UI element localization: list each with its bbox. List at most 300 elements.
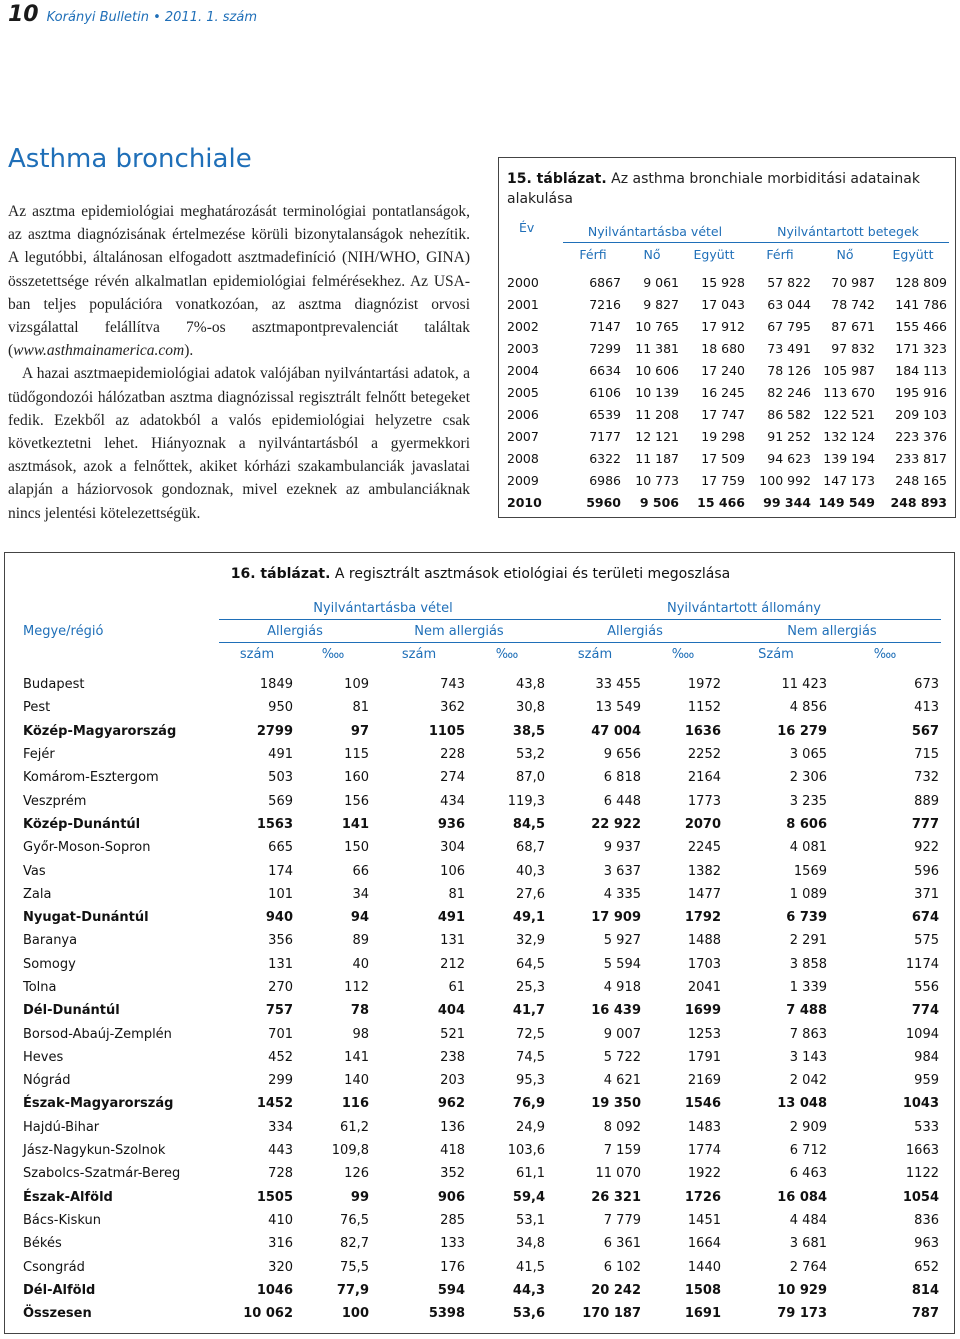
- value-cell: 40,3: [516, 863, 545, 879]
- year-cell: 2006: [507, 406, 539, 422]
- value-cell: 418: [440, 1143, 465, 1159]
- page-number: 10: [8, 2, 39, 27]
- value-cell: 1773: [687, 793, 721, 809]
- value-cell: 94: [350, 910, 369, 926]
- value-cell: 270: [268, 980, 293, 995]
- value-cell: 11 187: [635, 450, 679, 466]
- region-name-cell: Hajdú-Bihar: [23, 1119, 100, 1135]
- value-cell: 131: [268, 956, 293, 972]
- region-name-cell: Baranya: [23, 933, 78, 949]
- value-cell: 16 084: [777, 1189, 827, 1205]
- value-cell: 1382: [687, 863, 721, 879]
- value-cell: 82 246: [767, 384, 811, 400]
- sub-header-cell: Allergiás: [547, 620, 723, 643]
- value-cell: 1508: [684, 1282, 721, 1298]
- value-cell: 136: [440, 1119, 465, 1135]
- value-cell: 787: [911, 1306, 939, 1322]
- table-row: [503, 447, 949, 469]
- value-cell: 352: [440, 1166, 465, 1182]
- value-cell: 112: [344, 980, 369, 995]
- region-name-cell: Dél-Alföld: [23, 1282, 96, 1298]
- value-cell: 5398: [428, 1306, 465, 1322]
- sub-header-cell: Együtt: [693, 246, 735, 262]
- value-cell: 3 858: [789, 956, 827, 972]
- value-cell: 13 048: [777, 1096, 827, 1112]
- value-cell: 76,9: [512, 1096, 545, 1112]
- unit-header-cell: szám: [577, 646, 613, 662]
- table-row: [503, 469, 949, 491]
- value-cell: 30,8: [516, 700, 545, 716]
- value-cell: 15 928: [701, 274, 745, 290]
- value-cell: 43,8: [516, 677, 545, 693]
- value-cell: 41,5: [516, 1259, 545, 1275]
- year-cell: 2008: [507, 450, 539, 466]
- value-cell: 61,1: [516, 1166, 545, 1182]
- value-cell: 15 466: [697, 494, 745, 510]
- value-cell: 1451: [687, 1212, 721, 1228]
- value-cell: 139 194: [823, 450, 875, 466]
- table-row: [19, 743, 941, 766]
- value-cell: 76,5: [340, 1212, 369, 1228]
- region-name-cell: Vas: [23, 863, 46, 879]
- value-cell: 34,8: [516, 1236, 545, 1252]
- value-cell: 940: [265, 910, 293, 926]
- value-cell: 1791: [687, 1049, 721, 1065]
- value-cell: 1483: [687, 1119, 721, 1135]
- region-name-cell: Veszprém: [23, 793, 87, 809]
- value-cell: 4 335: [603, 886, 641, 902]
- value-cell: 1922: [687, 1166, 721, 1182]
- journal-title: Korányi Bulletin • 2011. 1. szám: [46, 10, 257, 25]
- table-row: [19, 883, 941, 906]
- value-cell: 9 007: [603, 1026, 641, 1042]
- sub-header-cell: Nem allergiás: [723, 620, 941, 643]
- value-cell: 7 863: [789, 1026, 827, 1042]
- value-cell: 86 582: [767, 406, 811, 422]
- value-cell: 1664: [687, 1236, 721, 1252]
- year-cell: 2010: [507, 494, 542, 510]
- region-name-cell: Közép-Magyarország: [23, 723, 177, 739]
- unit-header-cell: ‱: [495, 646, 519, 662]
- value-cell: 17 912: [701, 318, 745, 334]
- group-header-registration: Nyilvántartásba vétel: [563, 220, 747, 243]
- value-cell: 3 235: [789, 793, 827, 809]
- table-row: [19, 720, 941, 743]
- table-row: [19, 766, 941, 789]
- value-cell: 99 344: [763, 494, 811, 510]
- value-cell: 7 488: [786, 1003, 827, 1019]
- region-name-cell: Somogy: [23, 956, 76, 972]
- value-cell: 777: [911, 816, 939, 832]
- value-cell: 73 491: [767, 340, 811, 356]
- value-cell: 6 818: [603, 770, 641, 786]
- page-header: [8, 2, 257, 26]
- value-cell: 7177: [589, 428, 621, 444]
- value-cell: 569: [268, 793, 293, 809]
- value-cell: 94 623: [767, 450, 811, 466]
- year-cell: 2000: [507, 274, 539, 290]
- value-cell: 1569: [793, 863, 827, 879]
- table-row: [503, 293, 949, 315]
- region-name-cell: Komárom-Esztergom: [23, 770, 159, 786]
- value-cell: 49,1: [512, 910, 545, 926]
- region-name-cell: Fejér: [23, 747, 55, 763]
- value-cell: 17 909: [591, 910, 641, 926]
- value-cell: 61: [448, 980, 465, 995]
- value-cell: 97 832: [831, 340, 875, 356]
- value-cell: 10 139: [635, 384, 679, 400]
- value-cell: 8 606: [786, 816, 827, 832]
- value-cell: 238: [440, 1049, 465, 1065]
- value-cell: 274: [440, 770, 465, 786]
- value-cell: 78: [350, 1003, 369, 1019]
- table-row: [19, 859, 941, 882]
- value-cell: 665: [268, 840, 293, 856]
- value-cell: 413: [914, 700, 939, 716]
- value-cell: 4 484: [789, 1212, 827, 1228]
- table-16-caption: 16. táblázat. A regisztrált asztmások etiológiai és területi megoszlása: [230, 566, 731, 582]
- value-cell: 150: [344, 840, 369, 856]
- value-cell: 97: [350, 723, 369, 739]
- table-row: [19, 1162, 941, 1185]
- value-cell: 228: [440, 747, 465, 763]
- value-cell: 70 987: [831, 274, 875, 290]
- value-cell: 410: [268, 1212, 293, 1228]
- value-cell: 8 092: [603, 1119, 641, 1135]
- value-cell: 100 992: [759, 472, 811, 488]
- value-cell: 67 795: [767, 318, 811, 334]
- value-cell: 16 439: [591, 1003, 641, 1019]
- region-name-cell: Összesen: [23, 1306, 92, 1322]
- value-cell: 556: [914, 980, 939, 995]
- table-16: [19, 597, 941, 1325]
- value-cell: 223 376: [895, 428, 947, 444]
- value-cell: 2164: [687, 770, 721, 786]
- value-cell: 131: [440, 933, 465, 949]
- table-row: [19, 836, 941, 859]
- value-cell: 91 252: [767, 428, 811, 444]
- value-cell: 9 061: [643, 274, 679, 290]
- value-cell: 11 070: [595, 1166, 641, 1182]
- table-row: [19, 929, 941, 952]
- region-name-cell: Szabolcs-Szatmár-Bereg: [23, 1166, 181, 1182]
- paragraph-1: Az asztma epidemiológiai meghatározását terminológiai pontatlanságok, az asztma diagnózisának értelmezése körüli bizonytalanságok nehezítik. A legutóbbi, általánosan elfogadott asztmadefiníció (NIH/WHO, GINA) összetettsége révén alkalmatlan epidemiológiai felmérésekhez. Az USA-ban teljes populációra vonatkozóan, az asztma diagnózist orvosi vizsgálattal felállítva 7%-os asztmapontprevalenciát találtak (www.asthmainamerica.com).: [8, 203, 470, 360]
- value-cell: 17 759: [701, 472, 745, 488]
- value-cell: 141: [344, 1049, 369, 1065]
- region-header: Megye/régió: [23, 623, 104, 639]
- value-cell: 1094: [905, 1026, 939, 1042]
- value-cell: 5 594: [603, 956, 641, 972]
- value-cell: 53,2: [516, 747, 545, 763]
- table-row: [503, 425, 949, 447]
- value-cell: 174: [268, 863, 293, 879]
- value-cell: 13 549: [595, 700, 641, 716]
- value-cell: 3 637: [603, 863, 641, 879]
- value-cell: 1 339: [789, 980, 827, 995]
- value-cell: 87,0: [516, 770, 545, 786]
- year-cell: 2001: [507, 296, 539, 312]
- paragraph-2: A hazai asztmaepidemiológiai adatok valójában nyilvántartási adatok, a tüdőgondozói hálózatban asztma diagnózissal regisztrált felnőtt betegeket fedik. Ezekből az adatokból a valós epidemiológiai helyzetre csak következtetni lehet. Hiányoznak a nyilvántartásból a gyermekkori asztmások, azok a felnőttek, akiket kórházi szakambulanciák javaslatai alapján a háziorvosok gondoznak, mivel ezeknek az ambulanciáknak nincs jelentési kötelezettségük.: [8, 365, 470, 522]
- value-cell: 2252: [687, 747, 721, 763]
- value-cell: 906: [437, 1189, 465, 1205]
- value-cell: 170 187: [582, 1306, 641, 1322]
- value-cell: 1849: [259, 677, 293, 693]
- region-name-cell: Békés: [23, 1236, 62, 1252]
- value-cell: 116: [341, 1096, 369, 1112]
- region-name-cell: Pest: [23, 700, 51, 716]
- value-cell: 1488: [687, 933, 721, 949]
- table-row: [19, 813, 941, 836]
- sub-header-cell: Együtt: [892, 246, 934, 262]
- value-cell: 1043: [902, 1096, 939, 1112]
- value-cell: 362: [440, 700, 465, 716]
- sub-header-cell: Allergiás: [219, 620, 371, 643]
- value-cell: 1452: [256, 1096, 293, 1112]
- value-cell: 78 126: [767, 362, 811, 378]
- value-cell: 105 987: [823, 362, 875, 378]
- value-cell: 1699: [684, 1003, 721, 1019]
- value-cell: 17 509: [701, 450, 745, 466]
- value-cell: 1122: [905, 1166, 939, 1182]
- value-cell: 320: [268, 1259, 293, 1275]
- unit-header-cell: szám: [239, 646, 275, 662]
- table-row: [19, 953, 941, 976]
- value-cell: 155 466: [895, 318, 947, 334]
- region-name-cell: Győr-Moson-Sopron: [23, 840, 151, 856]
- value-cell: 6 102: [603, 1259, 641, 1275]
- value-cell: 443: [268, 1143, 293, 1159]
- unit-header-cell: ‱: [321, 646, 345, 662]
- value-cell: 757: [265, 1003, 293, 1019]
- region-name-cell: Észak-Magyarország: [23, 1096, 174, 1112]
- value-cell: 72,5: [516, 1026, 545, 1042]
- region-name-cell: Észak-Alföld: [23, 1189, 113, 1205]
- table-row: [19, 789, 941, 812]
- value-cell: 5 927: [603, 933, 641, 949]
- value-cell: 140: [344, 1073, 369, 1089]
- value-cell: 77,9: [336, 1282, 369, 1298]
- value-cell: 209 103: [895, 406, 947, 422]
- value-cell: 17 043: [701, 296, 745, 312]
- region-name-cell: Borsod-Abaúj-Zemplén: [23, 1026, 172, 1042]
- year-cell: 2009: [507, 472, 539, 488]
- value-cell: 434: [440, 793, 465, 809]
- value-cell: 4 081: [789, 840, 827, 856]
- value-cell: 2 764: [789, 1259, 827, 1275]
- value-cell: 101: [268, 886, 293, 902]
- value-cell: 371: [914, 886, 939, 902]
- table-16-body: [19, 665, 941, 1325]
- value-cell: 95,3: [516, 1073, 545, 1089]
- sub-header-cell: Férfi: [579, 246, 607, 262]
- value-cell: 57 822: [767, 274, 811, 290]
- value-cell: 17 240: [701, 362, 745, 378]
- table-row: [19, 976, 941, 999]
- table-row: [19, 1279, 941, 1302]
- value-cell: 5960: [586, 494, 621, 510]
- year-header: Év: [519, 220, 535, 235]
- value-cell: 84,5: [512, 816, 545, 832]
- year-cell: 2004: [507, 362, 539, 378]
- value-cell: 7216: [589, 296, 621, 312]
- value-cell: 66: [352, 863, 369, 879]
- value-cell: 984: [914, 1049, 939, 1065]
- value-cell: 7 779: [603, 1212, 641, 1228]
- value-cell: 6 712: [789, 1143, 827, 1159]
- value-cell: 1792: [684, 910, 721, 926]
- value-cell: 959: [914, 1073, 939, 1089]
- region-name-cell: Nógrád: [23, 1073, 71, 1089]
- value-cell: 113 670: [823, 384, 875, 400]
- value-cell: 1663: [905, 1143, 939, 1159]
- sub-header-cell: Férfi: [766, 246, 794, 262]
- value-cell: 1477: [687, 886, 721, 902]
- value-cell: 11 423: [781, 677, 827, 693]
- value-cell: 10 062: [243, 1306, 293, 1322]
- article-body: [8, 200, 470, 525]
- value-cell: 521: [440, 1026, 465, 1042]
- value-cell: 20 242: [591, 1282, 641, 1298]
- value-cell: 53,1: [516, 1212, 545, 1228]
- value-cell: 1546: [684, 1096, 721, 1112]
- region-name-cell: Zala: [23, 886, 52, 902]
- region-name-cell: Jász-Nagykun-Szolnok: [23, 1143, 166, 1159]
- value-cell: 1563: [256, 816, 293, 832]
- value-cell: 701: [268, 1026, 293, 1042]
- value-cell: 74,5: [516, 1049, 545, 1065]
- year-cell: 2003: [507, 340, 539, 356]
- value-cell: 149 549: [818, 494, 875, 510]
- value-cell: 1440: [687, 1259, 721, 1275]
- region-name-cell: Dél-Dunántúl: [23, 1003, 120, 1019]
- value-cell: 79 173: [777, 1306, 827, 1322]
- value-cell: 75,5: [340, 1259, 369, 1275]
- value-cell: 1253: [687, 1026, 721, 1042]
- value-cell: 68,7: [516, 840, 545, 856]
- value-cell: 248 165: [895, 472, 947, 488]
- value-cell: 203: [440, 1073, 465, 1089]
- value-cell: 1636: [684, 723, 721, 739]
- value-cell: 115: [344, 747, 369, 763]
- table-row: [503, 337, 949, 359]
- table-row: [503, 403, 949, 425]
- table-row: [503, 315, 949, 337]
- value-cell: 6634: [589, 362, 621, 378]
- table-15-caption: 15. táblázat. Az asthma bronchiale morbiditási adatainak alakulása: [507, 171, 920, 207]
- value-cell: 32,9: [516, 933, 545, 949]
- value-cell: 7 159: [603, 1143, 641, 1159]
- value-cell: 126: [344, 1166, 369, 1182]
- table-row: [503, 359, 949, 381]
- value-cell: 59,4: [512, 1189, 545, 1205]
- table-row: [19, 1302, 941, 1325]
- table-row: [19, 1209, 941, 1232]
- value-cell: 836: [914, 1212, 939, 1228]
- value-cell: 38,5: [512, 723, 545, 739]
- value-cell: 44,3: [512, 1282, 545, 1298]
- value-cell: 774: [911, 1003, 939, 1019]
- value-cell: 19 350: [591, 1096, 641, 1112]
- value-cell: 18 680: [701, 340, 745, 356]
- value-cell: 10 773: [635, 472, 679, 488]
- sub-header-cell: Nem allergiás: [371, 620, 547, 643]
- value-cell: 12 121: [635, 428, 679, 444]
- value-cell: 1174: [905, 956, 939, 972]
- value-cell: 6986: [589, 472, 621, 488]
- value-cell: 674: [911, 910, 939, 926]
- table-row: [19, 1022, 941, 1045]
- region-name-cell: Nyugat-Dunántúl: [23, 910, 149, 926]
- value-cell: 81: [352, 700, 369, 716]
- value-cell: 82,7: [340, 1236, 369, 1252]
- table-15: [503, 220, 949, 513]
- value-cell: 732: [914, 770, 939, 786]
- value-cell: 356: [268, 933, 293, 949]
- value-cell: 25,3: [516, 980, 545, 995]
- table-16-box: [4, 552, 955, 1334]
- value-cell: 17 747: [701, 406, 745, 422]
- value-cell: 24,9: [516, 1119, 545, 1135]
- value-cell: 1152: [687, 700, 721, 716]
- value-cell: 2041: [687, 980, 721, 995]
- value-cell: 98: [352, 1026, 369, 1042]
- value-cell: 2 291: [789, 933, 827, 949]
- value-cell: 119,3: [507, 793, 545, 809]
- value-cell: 27,6: [516, 886, 545, 902]
- value-cell: 233 817: [895, 450, 947, 466]
- table-row: [19, 1046, 941, 1069]
- table-row: [19, 1069, 941, 1092]
- value-cell: 248 893: [890, 494, 947, 510]
- unit-header-cell: szám: [401, 646, 437, 662]
- value-cell: 1703: [687, 956, 721, 972]
- value-cell: 889: [914, 793, 939, 809]
- value-cell: 452: [268, 1049, 293, 1065]
- value-cell: 33 455: [595, 677, 641, 693]
- unit-header-cell: ‱: [671, 646, 695, 662]
- value-cell: 4 621: [603, 1073, 641, 1089]
- value-cell: 2799: [256, 723, 293, 739]
- reference-link[interactable]: www.asthmainamerica.com: [13, 342, 185, 360]
- article-title: Asthma bronchiale: [8, 144, 252, 174]
- value-cell: 128 809: [895, 274, 947, 290]
- region-name-cell: Budapest: [23, 677, 85, 693]
- value-cell: 106: [440, 863, 465, 879]
- value-cell: 936: [437, 816, 465, 832]
- group-header-registered: Nyilvántartott betegek: [747, 220, 949, 243]
- value-cell: 4 856: [789, 700, 827, 716]
- sub-header-row: [503, 243, 949, 266]
- value-cell: 1105: [428, 723, 465, 739]
- value-cell: 299: [268, 1073, 293, 1089]
- value-cell: 16 245: [701, 384, 745, 400]
- value-cell: 285: [440, 1212, 465, 1228]
- year-cell: 2002: [507, 318, 539, 334]
- value-cell: 673: [914, 677, 939, 693]
- value-cell: 41,7: [512, 1003, 545, 1019]
- region-name-cell: Bács-Kiskun: [23, 1212, 102, 1228]
- value-cell: 160: [344, 770, 369, 786]
- value-cell: 195 916: [895, 384, 947, 400]
- value-cell: 652: [914, 1259, 939, 1275]
- value-cell: 533: [914, 1119, 939, 1135]
- table-row: [19, 906, 941, 929]
- value-cell: 1505: [256, 1189, 293, 1205]
- value-cell: 47 004: [591, 723, 641, 739]
- value-cell: 6867: [589, 274, 621, 290]
- value-cell: 99: [350, 1189, 369, 1205]
- value-cell: 133: [440, 1236, 465, 1252]
